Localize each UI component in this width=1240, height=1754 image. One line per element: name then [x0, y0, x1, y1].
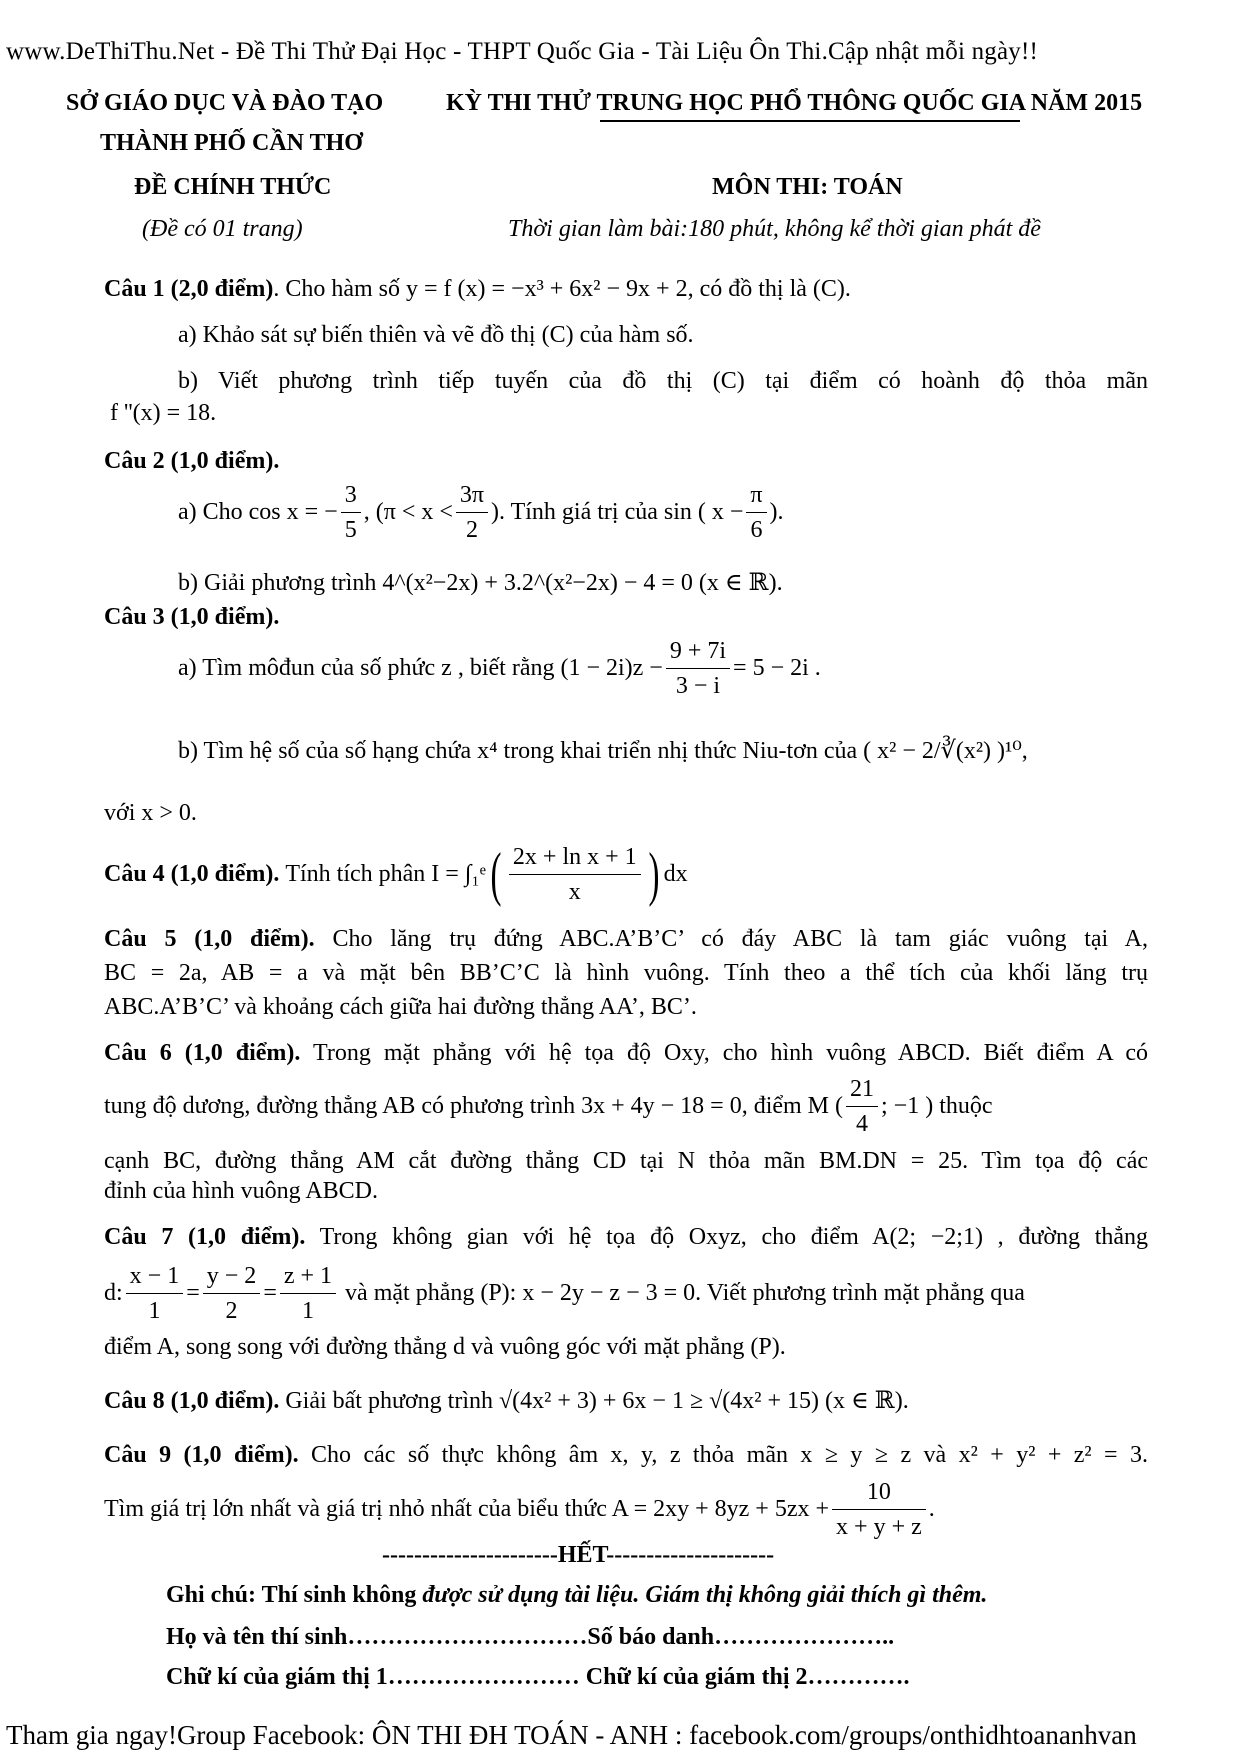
q6-l1 [104, 1036, 1148, 1070]
q4-left-paren: ( [490, 841, 502, 907]
q4-frac-den: x [568, 878, 581, 905]
q7-l1 [104, 1220, 1148, 1254]
q5-l2: BC = 2a, AB = a và mặt bên BB’C’C là hình vuông. Tính theo a thể tích của khối lăng trụ [104, 960, 1148, 986]
q6-label: Câu 6 (1,0 điểm). [104, 1040, 301, 1066]
q7-frac-2 [203, 1259, 261, 1328]
q7-eq-2: = [263, 1280, 277, 1306]
q9-l1-text: Cho các số thực không âm x, y, z thỏa mãn x ≥ y ≥ z và x² + y² + z² = 3. [311, 1442, 1149, 1468]
q1-line [104, 272, 851, 306]
q7-l2 [104, 1256, 1025, 1330]
q2-frac-3 [746, 478, 766, 547]
note-1-bold: Ghi chú: Thí sinh không [166, 1582, 423, 1608]
q9-l2-pre: Tìm giá trị lớn nhất và giá trị nhỏ nhất của biểu thức A = 2xy + 8yz + 5zx + [104, 1496, 830, 1522]
q2-frac-2-den: 2 [465, 516, 478, 543]
q8-line [104, 1384, 909, 1418]
q4-end: dx [663, 861, 688, 887]
q8-text: Giải bất phương trình √(4x² + 3) + 6x − 1 ≥ √(4x² + 15) (x ∈ ℝ). [285, 1388, 909, 1414]
q2-frac-3-den: 6 [750, 516, 763, 543]
q2-frac-1-den: 5 [344, 516, 357, 543]
q2-b: b) Giải phương trình 4^(x²−2x) + 3.2^(x²−2x) − 4 = 0 (x ∈ ℝ). [178, 570, 783, 596]
q7-frac-1-num: x − 1 [126, 1259, 184, 1294]
q5-l1 [104, 922, 1148, 956]
q2-frac-1-num: 3 [341, 478, 361, 513]
note-1 [166, 1582, 987, 1609]
note-2: Họ và tên thí sinh…………………………Số báo danh………………….. [166, 1624, 895, 1650]
q4-line [104, 838, 688, 910]
pages-note: (Đề có 01 trang) [142, 216, 303, 242]
title-underline [600, 120, 1020, 122]
q7-d: d: [104, 1280, 123, 1306]
q6-l2-pre: tung độ dương, đường thẳng AB có phương trình 3x + 4y − 18 = 0, điểm M ( [104, 1093, 844, 1119]
q1-a: a) Khảo sát sự biến thiên và vẽ đồ thị (C) của hàm số. [178, 322, 694, 348]
q2-a [178, 476, 784, 548]
q2-frac-3-num: π [746, 478, 766, 513]
q2-label: Câu 2 (1,0 điểm). [104, 448, 280, 474]
q3-frac-num: 9 + 7i [666, 634, 730, 669]
note-3: Chữ kí của giám thị 1…………………… Chữ kí của giám thị 2…………. [166, 1664, 910, 1690]
q7-frac-3 [280, 1259, 336, 1328]
q4-frac [509, 840, 641, 909]
q3-frac-den: 3 − i [675, 672, 721, 699]
q2-frac-2-num: 3π [456, 478, 488, 513]
q9-frac-den: x + y + z [836, 1513, 922, 1540]
official-label: ĐỀ CHÍNH THỨC [134, 174, 332, 200]
q7-frac-2-den: 2 [225, 1297, 238, 1324]
q7-frac-2-num: y − 2 [203, 1259, 261, 1294]
q4-frac-num: 2x + ln x + 1 [509, 840, 641, 875]
q7-l2-end: và mặt phẳng (P): x − 2y − z − 3 = 0. Viết phương trình mặt phẳng qua [345, 1280, 1025, 1306]
q2-a-pre: a) Cho cos x = − [178, 499, 338, 525]
q7-label: Câu 7 (1,0 điểm). [104, 1224, 306, 1250]
footer-banner: Tham gia ngay!Group Facebook: ÔN THI ĐH TOÁN - ANH : facebook.com/groups/onthidhtoananhvan [6, 1720, 1137, 1750]
q2-a-mid1: , (π < x < [363, 499, 453, 525]
q2-frac-2 [456, 478, 488, 547]
q6-l4: đỉnh của hình vuông ABCD. [104, 1178, 378, 1204]
q9-frac [832, 1475, 926, 1544]
q9-frac-num: 10 [832, 1475, 926, 1510]
q6-l3: cạnh BC, đường thẳng AM cắt đường thẳng CD tại N thỏa mãn BM.DN = 25. Tìm tọa độ các [104, 1148, 1148, 1174]
q1-label: Câu 1 (2,0 điểm) [104, 276, 274, 302]
q6-frac-num: 21 [846, 1072, 878, 1107]
q8-label: Câu 8 (1,0 điểm). [104, 1388, 280, 1414]
time-note: Thời gian làm bài:180 phút, không kể thời gian phát đề [508, 216, 1041, 242]
q4-right-paren: ) [648, 841, 660, 907]
q9-l2 [104, 1472, 935, 1546]
q3-b: b) Tìm hệ số của số hạng chứa x⁴ trong khai triển nhị thức Niu-tơn của ( x² − 2/∛(x²) )¹⁰, [178, 738, 1028, 764]
q6-frac-den: 4 [856, 1110, 869, 1137]
q9-l2-end: . [928, 1496, 935, 1522]
q6-l2 [104, 1070, 993, 1142]
q7-frac-3-num: z + 1 [280, 1259, 336, 1294]
q3-label: Câu 3 (1,0 điểm). [104, 604, 280, 630]
q9-label: Câu 9 (1,0 điểm). [104, 1442, 299, 1468]
q1-text: . Cho hàm số y = f (x) = −x³ + 6x² − 9x + 2, có đồ thị là (C). [273, 276, 851, 302]
q7-l3: điểm A, song song với đường thẳng d và vuông góc với mặt phẳng (P). [104, 1334, 786, 1360]
q3-frac [666, 634, 730, 703]
q1-b2: f ''(x) = 18. [110, 400, 217, 426]
q5-l1-text: Cho lăng trụ đứng ABC.A’B’C’ có đáy ABC là tam giác vuông tại A, [332, 926, 1149, 952]
q2-a-mid2: ). Tính giá trị của sin ( x − [491, 499, 744, 525]
q4-text: Tính tích phân I = ∫₁ᵉ [285, 861, 486, 887]
end-mark: ----------------------HẾT--------------------- [382, 1542, 775, 1568]
q3-a-pre: a) Tìm môđun của số phức z , biết rằng (1 − 2i)z − [178, 655, 663, 681]
q7-frac-1 [126, 1259, 184, 1328]
q1-b1: b) Viết phương trình tiếp tuyến của đồ thị (C) tại điểm có hoành độ thỏa mãn [178, 368, 1148, 394]
q7-l1-text: Trong không gian với hệ tọa độ Oxyz, cho điểm A(2; −2;1) , đường thẳng [319, 1224, 1149, 1250]
q3-a-end: = 5 − 2i . [733, 655, 821, 681]
q6-l1-text: Trong mặt phẳng với hệ tọa độ Oxy, cho hình vuông ABCD. Biết điểm A có [313, 1040, 1149, 1066]
note-1-italic: được sử dụng tài liệu. Giám thị không giải thích gì thêm. [422, 1582, 988, 1608]
q7-eq-1: = [186, 1280, 200, 1306]
q2-frac-1 [341, 478, 361, 547]
q7-frac-3-den: 1 [301, 1297, 314, 1324]
q6-l2-end: ; −1 ) thuộc [881, 1093, 993, 1119]
q6-frac [846, 1072, 878, 1141]
q5-l3: ABC.A’B’C’ và khoảng cách giữa hai đường thẳng AA’, BC’. [104, 994, 697, 1020]
top-banner: www.DeThiThu.Net - Đề Thi Thử Đại Học - THPT Quốc Gia - Tài Liệu Ôn Thi.Cập nhật mỗi ngày!! [6, 38, 1039, 65]
q3-b2: với x > 0. [104, 800, 197, 826]
dept-line1: SỞ GIÁO DỤC VÀ ĐÀO TẠO [66, 90, 384, 116]
q4-label: Câu 4 (1,0 điểm). [104, 861, 280, 887]
q3-a [178, 632, 821, 704]
dept-line2: THÀNH PHỐ CẦN THƠ [100, 130, 363, 156]
q2-a-end: ). [769, 499, 784, 525]
q5-label: Câu 5 (1,0 điểm). [104, 926, 315, 952]
q7-frac-1-den: 1 [148, 1297, 161, 1324]
q9-l1 [104, 1438, 1148, 1472]
exam-title: KỲ THI THỬ TRUNG HỌC PHỔ THÔNG QUỐC GIA NĂM 2015 [446, 90, 1143, 116]
subject: MÔN THI: TOÁN [712, 174, 903, 200]
